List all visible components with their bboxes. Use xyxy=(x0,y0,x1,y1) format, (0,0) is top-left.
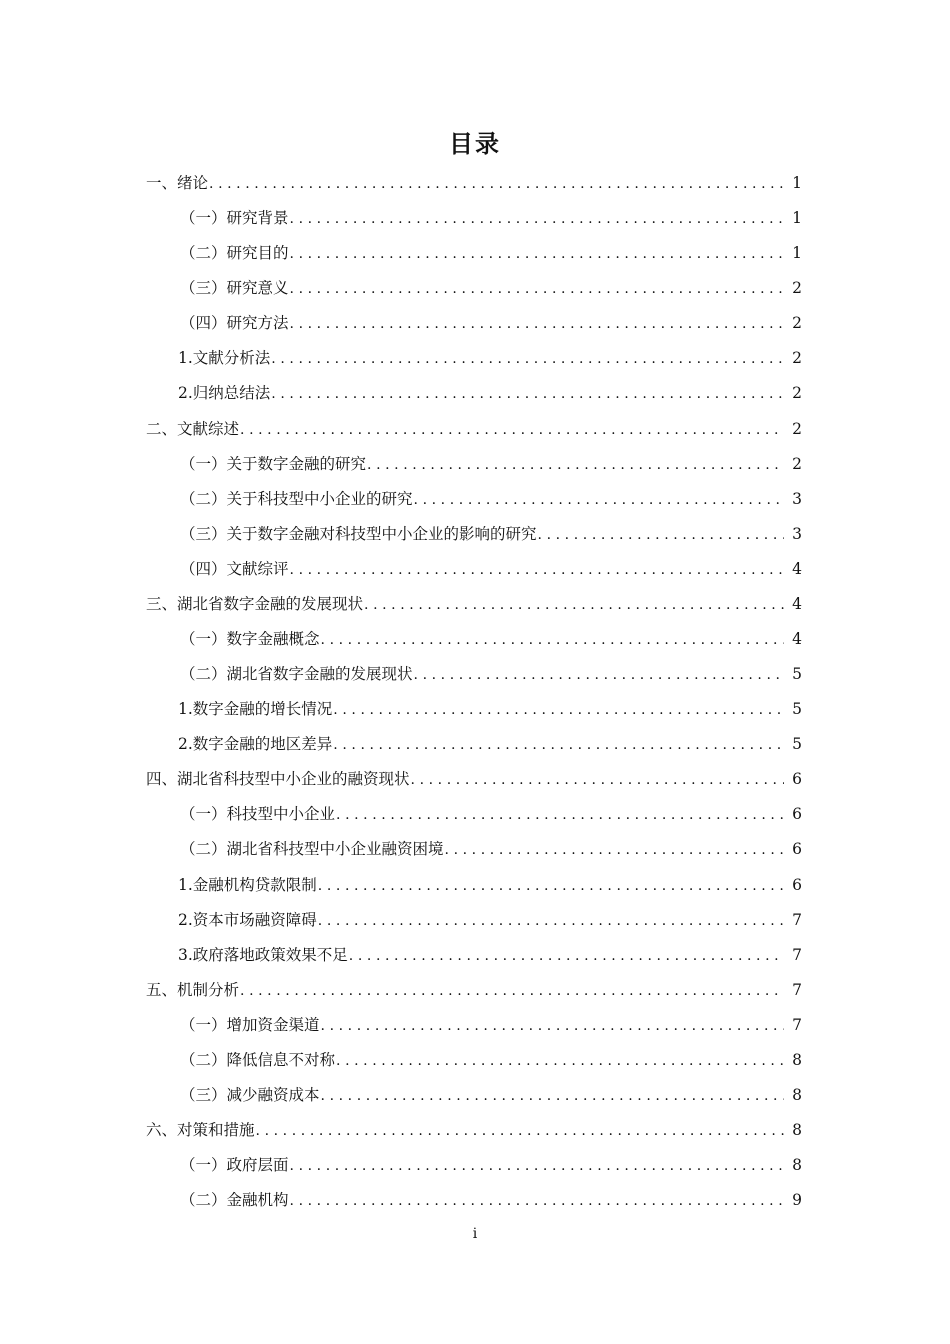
toc-entry[interactable] xyxy=(146,1078,802,1113)
dot-leader xyxy=(336,1044,784,1079)
toc-entry-page: 3 xyxy=(792,524,802,543)
toc-entry-page: 7 xyxy=(792,910,802,929)
toc-entry-label: （二）金融机构 xyxy=(180,1191,289,1210)
toc-entry[interactable] xyxy=(146,622,802,657)
toc-entry-label: （四）研究方法 xyxy=(180,314,289,333)
toc-entry[interactable] xyxy=(146,376,802,411)
toc-entry-page: 6 xyxy=(792,840,802,859)
dot-leader xyxy=(290,553,784,588)
toc-entry-label: （一）研究背景 xyxy=(180,209,289,228)
dot-leader xyxy=(321,623,784,658)
toc-entry-page: 6 xyxy=(792,805,802,824)
dot-leader xyxy=(240,974,784,1009)
toc-entry[interactable] xyxy=(146,1113,802,1148)
page-number: i xyxy=(472,1226,478,1242)
toc-entry-page: 6 xyxy=(792,770,802,789)
dot-leader xyxy=(321,1009,784,1044)
dot-leader xyxy=(271,342,784,377)
dot-leader xyxy=(209,167,784,202)
toc-entry-label: （一）科技型中小企业 xyxy=(180,805,336,824)
toc-entry-page: 4 xyxy=(792,630,802,649)
dot-leader xyxy=(240,413,784,448)
page-title: 目录 xyxy=(449,130,501,158)
toc-entry[interactable] xyxy=(146,727,802,762)
toc-entry-label: （二）湖北省数字金融的发展现状 xyxy=(180,665,413,684)
dot-leader xyxy=(290,1149,784,1184)
toc-entry[interactable] xyxy=(146,692,802,727)
toc-entry-label: 六、对策和措施 xyxy=(146,1121,255,1140)
toc-entry-page: 8 xyxy=(792,1156,802,1175)
toc-entry-page: 5 xyxy=(792,735,802,754)
toc-entry[interactable] xyxy=(146,271,802,306)
dot-leader xyxy=(321,1079,784,1114)
dot-leader xyxy=(318,904,784,939)
dot-leader xyxy=(271,377,784,412)
toc-entry[interactable] xyxy=(146,1008,802,1043)
toc-entry[interactable] xyxy=(146,412,802,447)
dot-leader xyxy=(333,728,784,763)
toc-entry[interactable] xyxy=(146,201,802,236)
dot-leader xyxy=(290,202,784,237)
toc-entry[interactable] xyxy=(146,973,802,1008)
toc-entry-label: （三）减少融资成本 xyxy=(180,1086,320,1105)
toc-entry[interactable] xyxy=(146,832,802,867)
toc-entry-label: （二）湖北省科技型中小企业融资困境 xyxy=(180,840,444,859)
toc-entry-page: 8 xyxy=(792,1121,802,1140)
toc-entry[interactable] xyxy=(146,482,802,517)
toc-entry-label: 五、机制分析 xyxy=(146,980,240,999)
toc-entry[interactable] xyxy=(146,587,802,622)
toc-entry-label: （二）降低信息不对称 xyxy=(180,1050,336,1069)
table-of-contents xyxy=(146,166,802,1218)
toc-entry-page: 1 xyxy=(792,244,802,263)
toc-entry-label: （一）数字金融概念 xyxy=(180,630,320,649)
toc-entry-page: 8 xyxy=(792,1050,802,1069)
dot-leader xyxy=(290,272,784,307)
toc-entry-label: 3.政府落地政策效果不足 xyxy=(178,945,348,964)
dot-leader xyxy=(367,448,784,483)
toc-entry[interactable] xyxy=(146,236,802,271)
dot-leader xyxy=(333,693,784,728)
toc-entry[interactable] xyxy=(146,341,802,376)
toc-entry[interactable] xyxy=(146,1043,802,1078)
toc-entry[interactable] xyxy=(146,762,802,797)
dot-leader xyxy=(318,869,784,904)
toc-entry-label: 1.数字金融的增长情况 xyxy=(178,700,333,719)
dot-leader xyxy=(364,588,784,623)
dot-leader xyxy=(290,1184,784,1219)
dot-leader xyxy=(538,518,784,553)
toc-entry-label: 2.数字金融的地区差异 xyxy=(178,735,333,754)
toc-entry[interactable] xyxy=(146,797,802,832)
toc-entry-page: 2 xyxy=(792,384,802,403)
toc-entry-page: 7 xyxy=(792,1015,802,1034)
toc-entry-page: 2 xyxy=(792,419,802,438)
toc-entry-page: 2 xyxy=(792,349,802,368)
dot-leader xyxy=(445,833,784,868)
toc-entry-label: （三）关于数字金融对科技型中小企业的影响的研究 xyxy=(180,524,537,543)
toc-entry-label: 1.金融机构贷款限制 xyxy=(178,875,317,894)
dot-leader xyxy=(411,763,784,798)
toc-entry-label: 1.文献分析法 xyxy=(178,349,271,368)
dot-leader xyxy=(290,237,784,272)
toc-entry[interactable] xyxy=(146,447,802,482)
toc-entry-label: （二）关于科技型中小企业的研究 xyxy=(180,489,413,508)
dot-leader xyxy=(414,483,784,518)
toc-entry-label: 四、湖北省科技型中小企业的融资现状 xyxy=(146,770,410,789)
toc-entry-page: 7 xyxy=(792,980,802,999)
toc-entry[interactable] xyxy=(146,552,802,587)
toc-entry-label: （四）文献综评 xyxy=(180,559,289,578)
toc-entry-label: （一）关于数字金融的研究 xyxy=(180,454,367,473)
toc-entry-page: 8 xyxy=(792,1086,802,1105)
toc-entry-label: 一、绪论 xyxy=(146,174,209,192)
toc-entry-page: 7 xyxy=(792,945,802,964)
toc-entry-page: 2 xyxy=(792,279,802,298)
toc-entry-label: （一）政府层面 xyxy=(180,1156,289,1175)
toc-entry-page: 5 xyxy=(792,700,802,719)
toc-entry-page: 5 xyxy=(792,665,802,684)
dot-leader xyxy=(290,307,784,342)
dot-leader xyxy=(256,1114,784,1149)
toc-entry[interactable] xyxy=(146,868,802,903)
toc-entry-page: 6 xyxy=(792,875,802,894)
dot-leader xyxy=(349,939,784,974)
toc-entry[interactable] xyxy=(146,306,802,341)
toc-entry-label: （一）增加资金渠道 xyxy=(180,1015,320,1034)
dot-leader xyxy=(336,798,784,833)
dot-leader xyxy=(414,658,784,693)
toc-entry[interactable] xyxy=(146,657,802,692)
toc-entry-page: 3 xyxy=(792,489,802,508)
toc-entry-page: 9 xyxy=(792,1191,802,1210)
toc-entry-page: 1 xyxy=(792,174,802,192)
toc-entry-label: 三、湖北省数字金融的发展现状 xyxy=(146,594,364,613)
toc-entry-label: 2.归纳总结法 xyxy=(178,384,271,403)
toc-entry[interactable] xyxy=(146,517,802,552)
toc-entry[interactable] xyxy=(146,903,802,938)
toc-entry[interactable] xyxy=(146,1148,802,1183)
toc-entry-label: （二）研究目的 xyxy=(180,244,289,263)
toc-entry-page: 4 xyxy=(792,594,802,613)
toc-entry-page: 4 xyxy=(792,559,802,578)
toc-entry-page: 2 xyxy=(792,454,802,473)
toc-entry-label: （三）研究意义 xyxy=(180,279,289,298)
toc-entry-page: 1 xyxy=(792,209,802,228)
toc-entry-label: 二、文献综述 xyxy=(146,419,240,438)
toc-entry[interactable] xyxy=(146,1183,802,1218)
toc-entry-page: 2 xyxy=(792,314,802,333)
toc-entry[interactable] xyxy=(146,938,802,973)
toc-entry-label: 2.资本市场融资障碍 xyxy=(178,910,317,929)
toc-entry[interactable] xyxy=(146,166,802,201)
